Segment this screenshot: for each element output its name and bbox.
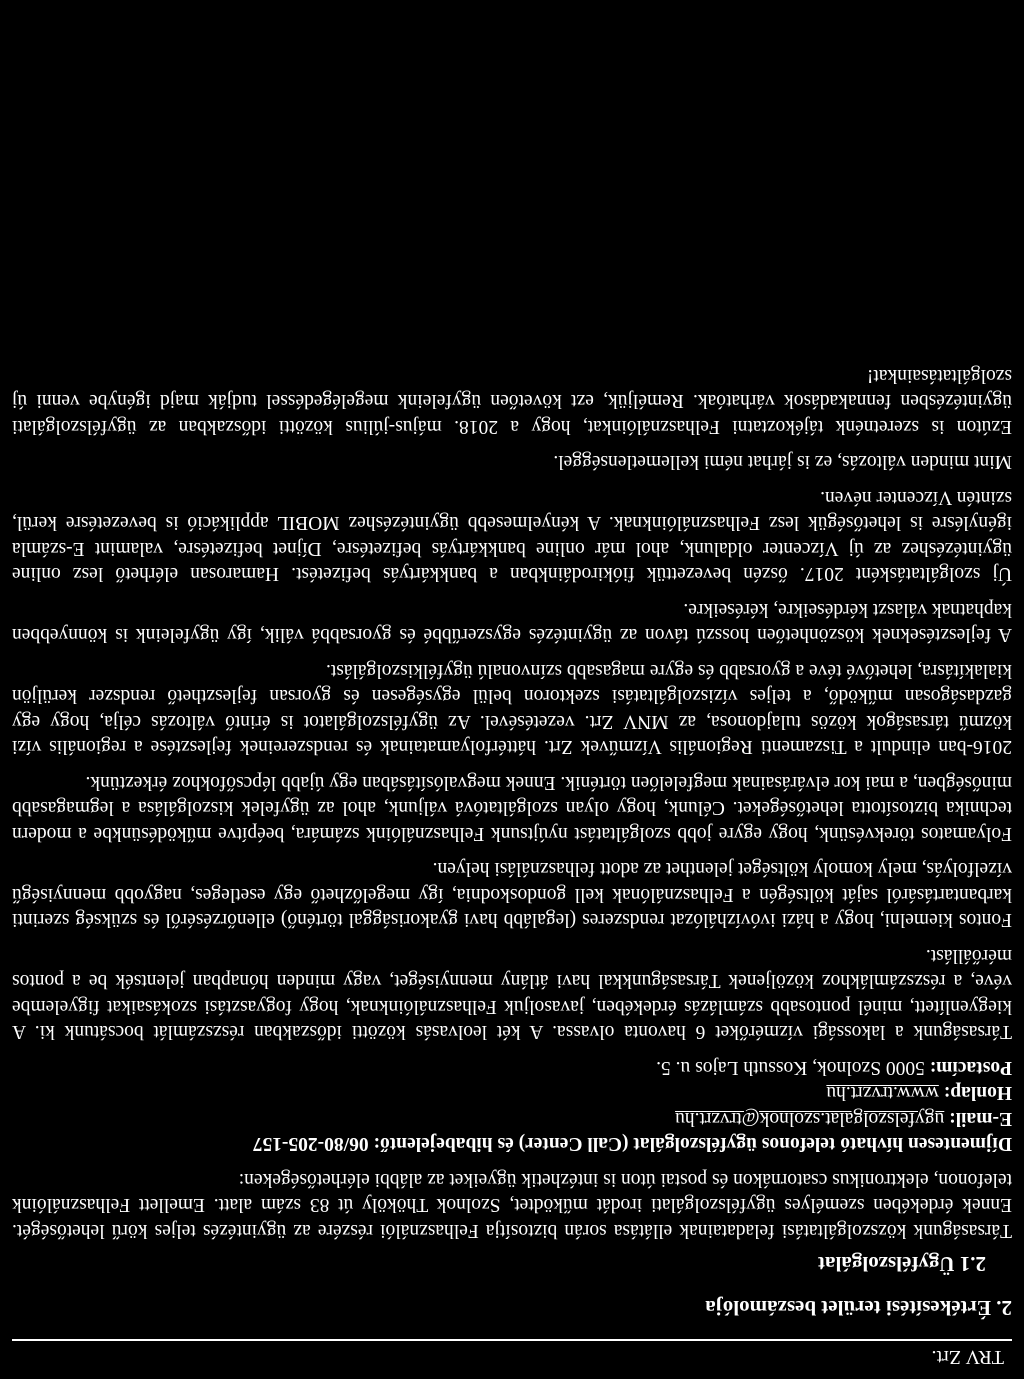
- contact-block: [12, 1055, 1012, 1157]
- body-paragraph: A fejlesztéseknek köszönhetően hosszú távon az ügyintézés egyszerűbbé és gyorsabbá válik, így ügyfeleink is könnyebben kaphatnak választ kérdéseikre, kéréseikre.: [12, 599, 1012, 646]
- intro-paragraph: Társaságunk közszolgáltatási feladatainak ellátása során biztosítja Felhasználói részére az ügyintézés teljes körű lehetőségét. Ennek érdekében személyes ügyfélszolgálati irodát működtet, Szolnok Thököly út 83 szám alatt. Emellett Felhasználóink telefonon, elektronikus csatornákon és postai úton is intézhetik ügyeiket az alábbi elérhetőségeken:: [12, 1169, 1012, 1241]
- body-paragraph: Ezúton is szeretnénk tájékoztatni Felhasználóinkat, hogy a 2018. május-július közötti időszakban az ügyfélszolgálati ügyintézésben fennakadások várhatóak. Reméljük, ezt követően ügyfeleink megelégedéssel tudják majd igénybe venni új szolgáltatásainkat!: [12, 365, 1012, 437]
- email-label: E-mail:: [949, 1108, 1012, 1129]
- email-link[interactable]: ugyfelszolgalat.szolnok@trvzrt.hu: [675, 1108, 945, 1129]
- company-name: TRV Zrt.: [931, 1346, 1004, 1368]
- body-paragraph: Új szolgáltatásként 2017. őszén bevezettük fiókirodáinkban a bankkártyás befizetést. Hamarosan elérhető lesz online ügyintézéshez az új Vízcenter oldalunk, ahol már online bankkártyás befizetésre, Díjnet befizetésre, valamint E-számla igénylésre is lehetőségük lesz Felhasználóinknak. A kényelmesebb ügyintézéshez MOBIL applikáció is bevezetésre kerül, szintén Vízcenter néven.: [12, 487, 1012, 585]
- subsection-title: 2.1 Ügyfélszolgálat: [818, 1252, 986, 1276]
- web-link[interactable]: www.trvzrt.hu: [826, 1082, 939, 1104]
- body-paragraph: Társaságunk a lakossági vízmérőket 6 havonta olvassa. A két leolvasás közötti időszakban részszámlát bocsátunk ki. A kiegyenlített, minél pontosabb számlázás érdekében, javasoljuk Felhasználóinknak, hogy fogyasztási szokásaikat figyelembe véve, a részszámlákhoz közöljenek Társaságunkkal havi átlány mennyiséget, vagy minden hónapban jelentsék be a pontos mérőállást.: [12, 945, 1012, 1043]
- email-line: [12, 1106, 1012, 1132]
- body-paragraph: Mint minden változás, ez is járhat némi kellemetlenséggel.: [553, 451, 1012, 473]
- body-paragraph: Fontos kiemelni, hogy a házi ivóvízhálózat rendszeres (legalább havi gyakorisággal történő) ellenőrzéséről és szükség szerinti karbantartásáról saját költségén a Felhasználónak kell gondoskodnia, így megelőzhető egy esetleges, nagyobb mennyiségű vízelfolyás, mely komoly költséget jelenthet az adott felhasználási helyen.: [12, 858, 1012, 931]
- section-title: 2. Értékesítési terület beszámolója: [705, 1296, 1012, 1320]
- spacer: [12, 1045, 1012, 1055]
- post-address: 5000 Szolnok, Kossuth Lajos u. 5.: [656, 1057, 925, 1078]
- page-header: [12, 1347, 1012, 1367]
- body-paragraph: Folyamatos törekvésünk, hogy egyre jobb szolgáltatást nyújtsunk Felhasználóink számára, beépítve működésünkbe a modern technika biztosította lehetőségeket. Célunk, hogy olyan szolgáltatóvá váljunk, ahol az ügyfelek kiszolgálása a legmagasabb minőségben, a mai kor elvárásainak megfelelően történik. Ennek megvalósításában egy újabb lépcsőfokhoz érkeztünk.: [12, 772, 1012, 844]
- web-line: [12, 1080, 1012, 1106]
- web-label: Honlap:: [943, 1082, 1012, 1104]
- phone-line: Díjmentesen hívható telefonos ügyfélszolgálat (Call Center) és hibabejelentő: 06/80-205-157: [252, 1133, 1012, 1155]
- post-line: [12, 1055, 1012, 1081]
- body-paragraph: 2016-ban elindult a Tiszamenti Regionális Vízművek Zrt. háttérfolyamatainak és rendszereinek fejlesztése a regionális vízi közmű társaságok közös tulajdonosa, az MNV Zrt. vezetésével. Az ügyfélszolgálatot is érintő változás célja, hogy egy gazdaságosan működő, a teljes víziszolgáltatási szektoron belül egységesen és gyorsan fejleszthető rendszer kerüljön kialakításra, lehetővé téve a gyorsabb és egyre magasabb színvonalú ügyfélkiszolgálást.: [12, 660, 1012, 758]
- post-label: Postacím:: [929, 1057, 1012, 1078]
- header-divider: [12, 1339, 1012, 1341]
